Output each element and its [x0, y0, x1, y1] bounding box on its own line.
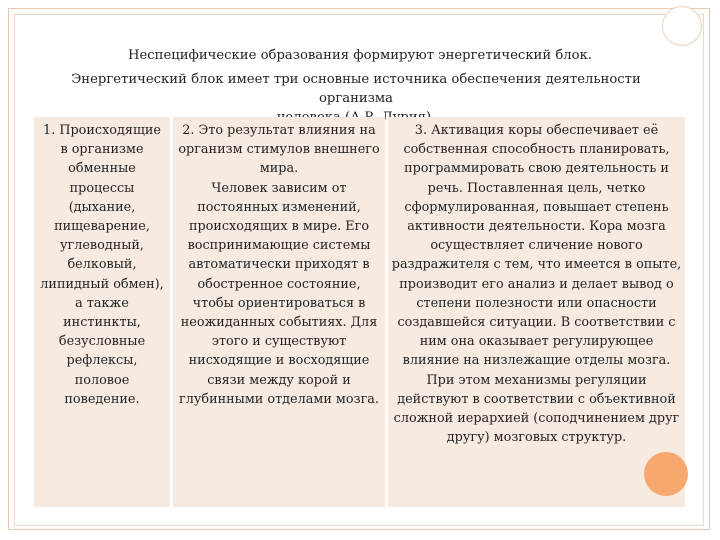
column-text-line: инстинкты, — [63, 315, 141, 331]
column-text-line: неожиданных событиях. Для — [180, 315, 378, 331]
column-text-line: половое — [74, 372, 130, 388]
column-text-line: 2. Это результат влияния на — [182, 123, 376, 138]
column-text-line: раздражителя с тем, что имеется в опыте, — [391, 257, 682, 273]
column-text-line: процессы — [69, 180, 135, 196]
column-text-line: сложной иерархией (соподчинением друг — [393, 411, 680, 427]
column-text-line: белковый, — [67, 257, 137, 273]
column-text-line: Человек зависим от — [211, 180, 347, 196]
column-2-external-stimuli — [173, 117, 385, 507]
column-text-line: обостренное состояние, — [197, 276, 361, 292]
column-text-line: мира. — [259, 161, 299, 177]
column-text-line: чтобы ориентироваться в — [192, 295, 366, 311]
column-text-line: а также — [75, 295, 129, 311]
column-text-line: программировать свою деятельность и — [404, 161, 669, 177]
column-text-line: При этом механизмы регуляции — [426, 372, 647, 388]
corner-decoration-circle — [662, 6, 702, 46]
column-text-line: степени полезности или опасности — [416, 295, 657, 311]
column-text-line: создавшейся ситуации. В соответствии с — [397, 315, 676, 331]
column-text-line: связи между корой и — [207, 372, 351, 388]
column-text-line: 3. Активация коры обеспечивает её — [414, 123, 659, 138]
column-text-line: действуют в соответствии с объективной — [397, 391, 676, 407]
column-text-line: воспринимающие системы — [187, 238, 371, 254]
column-text-line: в организме — [60, 142, 144, 158]
column-text-line: собственная способность планировать, — [403, 142, 670, 158]
column-text-line: влияние на низлежащие отделы мозга. — [402, 353, 671, 369]
column-text-line: ним она оказывает регулирующее — [419, 334, 654, 350]
column-text-line: этого и существуют — [211, 334, 347, 350]
column-text-line: автоматически приходят в — [188, 257, 370, 273]
column-text-line: рефлексы, — [66, 353, 138, 369]
column-text-line: происходящих в мире. Его — [188, 219, 370, 235]
column-text-line: производит его анализ и делает вывод о — [399, 276, 674, 292]
column-text-line: осуществляет сличение нового — [430, 238, 643, 254]
heading-line-1: Неспецифические образования формируют энергетический блок. — [127, 48, 593, 63]
column-text-line: липидный обмен), — [40, 276, 164, 292]
column-text-line: (дыхание, — [68, 199, 136, 215]
column-text-line: организм стимулов внешнего — [178, 142, 380, 158]
column-text-line: обменные — [68, 161, 136, 177]
column-text-line: пищеварение, — [54, 219, 150, 235]
column-text-line: другу) мозговых структур. — [446, 430, 627, 446]
column-text-line: углеводный, — [59, 238, 145, 254]
column-text-line: речь. Поставленная цель, четко — [427, 180, 646, 196]
column-text-line: поведение. — [64, 391, 140, 407]
column-3-cortex-activation — [388, 117, 685, 507]
column-text-line: активности деятельности. Кора мозга — [407, 219, 666, 235]
three-source-columns — [34, 117, 686, 507]
column-text-line: 1. Происходящие — [43, 123, 161, 138]
heading-line-2a: Энергетический блок имеет три основные источника обеспечения деятельности организма — [71, 72, 641, 106]
column-text-line: безусловные — [58, 334, 146, 350]
accent-circle-decoration — [644, 452, 688, 496]
column-text-line: постоянных изменений, — [197, 199, 361, 215]
column-text-line: глубинными отделами мозга. — [179, 391, 379, 407]
column-1-metabolic-processes — [34, 117, 170, 507]
column-text-line: сформулированная, повышает степень — [404, 199, 669, 215]
column-text-line: нисходящие и восходящие — [188, 353, 370, 369]
